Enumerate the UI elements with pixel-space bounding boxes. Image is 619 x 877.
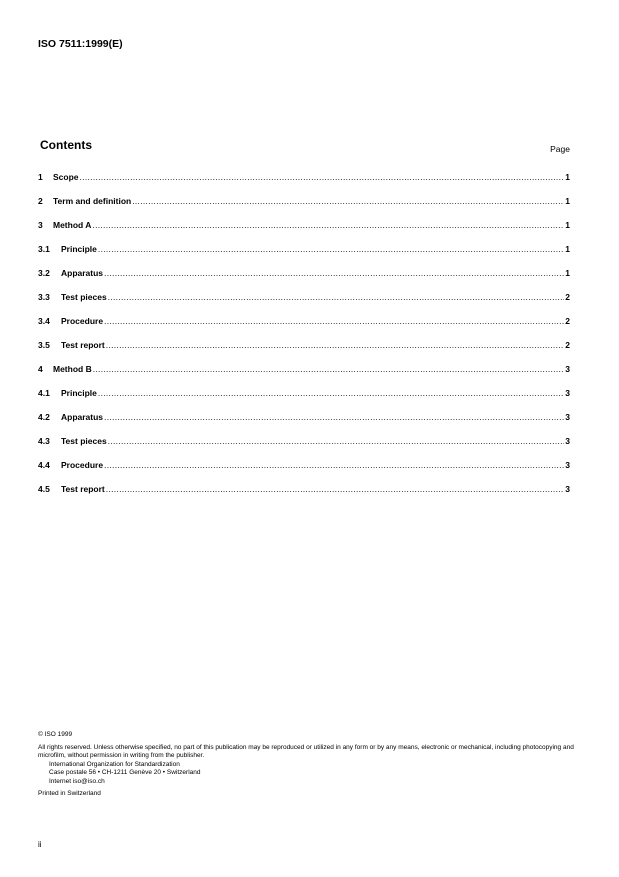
- toc-leader-dots: [106, 340, 564, 350]
- page-column-label: Page: [550, 144, 570, 154]
- toc-leader-dots: [108, 436, 565, 446]
- toc-entry-number: 4.4: [38, 460, 50, 470]
- toc-entry-page: 1: [565, 172, 570, 182]
- toc-entry-page: 1: [565, 244, 570, 254]
- toc-entry[interactable]: [38, 412, 570, 436]
- toc-entry[interactable]: [38, 364, 570, 388]
- toc-entry-title: Test pieces: [61, 292, 107, 302]
- toc-entry-title: Apparatus: [61, 268, 104, 278]
- toc-entry-title: Procedure: [61, 316, 104, 326]
- toc-entry-number: 4.2: [38, 412, 50, 422]
- toc-leader-dots: [93, 364, 565, 374]
- contents-heading: Contents: [40, 138, 92, 152]
- toc-entry-title: Apparatus: [61, 412, 104, 422]
- toc-leader-dots: [104, 460, 564, 470]
- toc-leader-dots: [108, 292, 565, 302]
- toc-entry-page: 3: [565, 436, 570, 446]
- toc-leader-dots: [92, 220, 564, 230]
- toc-entry-number: 4.1: [38, 388, 50, 398]
- toc-entry-title: Procedure: [61, 460, 104, 470]
- toc-entry-number: 3: [38, 220, 43, 230]
- toc-entry[interactable]: [38, 484, 570, 508]
- toc-leader-dots: [98, 388, 564, 398]
- organization-address: Case postale 56 • CH-1211 Genève 20 • Switzerland: [49, 769, 201, 777]
- toc-entry[interactable]: [38, 388, 570, 412]
- toc-entry-number: 4.3: [38, 436, 50, 446]
- toc-entry-number: 2: [38, 196, 43, 206]
- toc-entry-number: 3.4: [38, 316, 50, 326]
- toc-entry-title: Test pieces: [61, 436, 107, 446]
- toc-entry-title: Test report: [61, 340, 105, 350]
- toc-entry-page: 2: [565, 340, 570, 350]
- toc-entry[interactable]: [38, 292, 570, 316]
- toc-entry[interactable]: [38, 436, 570, 460]
- toc-entry-number: 1: [38, 172, 43, 182]
- organization-internet: Internet iso@iso.ch: [49, 777, 105, 785]
- toc-leader-dots: [104, 316, 564, 326]
- toc-entry-page: 1: [565, 220, 570, 230]
- toc-entry[interactable]: [38, 196, 570, 220]
- toc-entry-page: 3: [565, 412, 570, 422]
- toc-entry-page: 1: [565, 196, 570, 206]
- toc-entry-page: 3: [565, 388, 570, 398]
- toc-entry[interactable]: [38, 220, 570, 244]
- organization-name: International Organization for Standardization: [49, 760, 180, 768]
- toc-entry-number: 3.3: [38, 292, 50, 302]
- toc-entry-page: 3: [565, 364, 570, 374]
- page-number: ii: [38, 840, 42, 849]
- toc-entry-title: Principle: [61, 244, 97, 254]
- toc-entry[interactable]: [38, 460, 570, 484]
- toc-entry-number: 4.5: [38, 484, 50, 494]
- copyright-notice: [38, 731, 578, 798]
- toc-leader-dots: [106, 484, 564, 494]
- toc-entry-number: 3.5: [38, 340, 50, 350]
- toc-entry-title: Method A: [53, 220, 92, 230]
- toc-leader-dots: [98, 244, 564, 254]
- toc-leader-dots: [132, 196, 564, 206]
- toc-entry[interactable]: [38, 340, 570, 364]
- toc-entry-number: 3.2: [38, 268, 50, 278]
- toc-entry-page: 1: [565, 268, 570, 278]
- toc-entry-page: 2: [565, 316, 570, 326]
- document-id: ISO 7511:1999(E): [38, 38, 123, 50]
- toc-entry-title: Method B: [53, 364, 92, 374]
- toc-entry-page: 2: [565, 292, 570, 302]
- toc-entry-page: 3: [565, 484, 570, 494]
- toc-entry-title: Term and definition: [53, 196, 132, 206]
- toc-entry-number: 3.1: [38, 244, 50, 254]
- toc-entry-title: Principle: [61, 388, 97, 398]
- toc-entry[interactable]: [38, 268, 570, 292]
- toc-leader-dots: [80, 172, 565, 182]
- toc-entry[interactable]: [38, 316, 570, 340]
- printed-in: Printed in Switzerland: [38, 789, 101, 797]
- toc-entry-number: 4: [38, 364, 43, 374]
- toc-entry-page: 3: [565, 460, 570, 470]
- copyright-line: © ISO 1999: [38, 731, 73, 738]
- rights-statement: All rights reserved. Unless otherwise specified, no part of this publication may be reproduced or utilized in any form or by any means, electronic or mechanical, including photocopying and microfilm, without permission in writing from the publisher.: [38, 743, 574, 760]
- toc-entry[interactable]: [38, 244, 570, 268]
- toc-leader-dots: [104, 268, 564, 278]
- toc-entry-title: Test report: [61, 484, 105, 494]
- table-of-contents: [38, 172, 570, 508]
- toc-leader-dots: [104, 412, 564, 422]
- toc-entry-title: Scope: [53, 172, 79, 182]
- toc-entry[interactable]: [38, 172, 570, 196]
